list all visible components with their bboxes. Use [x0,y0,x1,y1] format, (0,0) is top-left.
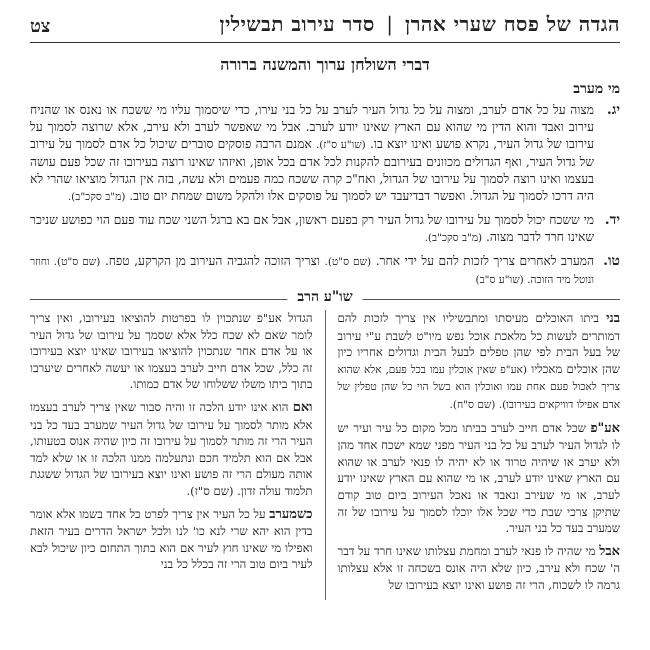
lead-word: כשמערב [269,506,313,522]
column-paragraph [30,399,313,500]
citation: (שם ס"ט). [324,256,372,268]
paragraph-text: אמנם הרבה פוסקים סוברים שיכול כל אדם לסמוך על עירוב של גדול העיר, ואף הגדולים מכוונים בעירובם להקנות לכל אדם בכל אופן, ואיזהו שאינו רוצה בעירובו זה שכל פעם עושה בעצמו ואינו רוצה לסמוך על עירובו של הגדול, ואח"כ קרה ששכח כמה פעמים ולא עשה, בזה אין הגדול מוציאו שהרי לא היה דרכו לסמוך על הגדול. ואפשר דבדיעבד יש לסמוך על פוסקים אלו ולהקל משום שמחת יום טוב. [30,137,594,203]
running-header [30,12,620,43]
two-column-text [30,310,620,600]
paragraph-text: מצוה על כל אדם לערב, ומצוה על כל גדול העיר לערב על כל בני עירו, כדי שיסמוך עליו מי ששכח או נאנס או שהניח עירוב ואבד והוא הדין מי שהוא עם הארץ שאינו יודע לערב. אבל מי שאפשר לערב ולא עירב, אלא שרוצה לסמוך על עירובו של גדול העיר, נקרא פושע ואינו יוצא בו. [30,103,595,151]
lead-word: ואם [292,399,313,415]
column-paragraph [338,543,621,594]
paragraph-number: יג. [606,102,620,118]
page-number: צט [30,16,51,37]
citation: (שו"ע ס"ז). [315,139,366,151]
paragraph-15 [30,253,620,289]
citation: (אע"פ שאין אוכלין עמו בכל פעם, אלא שהוא צריך לאכול פעם אחת עמו ואוכלין הוא בשל הוי כל שהן טפלין של אדם אפילו דוויקאים בעירובו). (שם ס"ח). [337,363,620,411]
paragraph-text: המערב לאחרים צריך לזכות להם על ידי אחר. [375,254,595,268]
left-column [30,310,326,600]
section-divider [30,289,620,305]
paragraph-number: יד. [604,212,620,228]
column-paragraph [338,310,621,414]
lead-word: בני [606,311,621,326]
right-column [326,310,621,600]
paragraph-14 [30,212,620,247]
section-heading: דברי השולחן ערוך והמשנה ברורה [220,55,430,74]
column-text: הגדול אע"פ שנתכוין לו בפרטות להוציאו בעירובו, ואין צריך לומר שאם לא שכח כלל אלא שסמך על עירובו של גדול העיר או על אדם אחר שנתכוין להוציאו בעירובו שאינו יוצא בעירובו זה כלל, שכל אדם חייב לערב בעצמו או יעשה לאחרים שיערבו בתוך ביתו משלו ששלוחו של אדם כמותו. [30,311,313,392]
column-text: על כל העיר אין צריך לפרט כל אחד בשמו אלא אומר בדין הוא יהא שרי לנא כו' לנו ולכל ישראל הדרים בעיר הזאת ואפילו מי שאינו חוץ לעיר אם הוא בתוך התחום כיון שיכול לבא לעיר ביום טוב הרי זה בכלל כל בני [30,506,313,572]
book-title: הגדה של פסח שערי אהרן [404,12,620,36]
citation: (מ"ב סקכ"ב). [67,191,126,203]
title-separator: | [386,12,394,36]
citation: (מ"ב סקכ"ב). [424,232,483,244]
paragraph-text: וצריך הזוכה להגביה העירוב מן הקרקע, טפח. [104,254,320,268]
paragraph-number: טו. [603,253,620,269]
column-paragraph [30,310,313,393]
column-paragraph [30,506,313,573]
column-text: מי שהיה לו פנאי לערב ומחמת עצלותו שאינו חרד על דבר ה' שכח ולא עירב, כיון שלא היה אונס בשכחה זו אלא עצלותו גרמה לו לשכוח, הרי זה פושע ואינו יוצא בעירובו של [337,543,620,592]
running-title [219,12,620,37]
column-text: הוא אינו יודע הלכה זו והיה סבור שאין צריך לערב בעצמו אלא מותר לסמוך על עירובו של גדול העיר שמערב בעד כל בני העיר הרי זה מותר לסמוך על עירובו זה כיון שהיה אנוס בטעותו, אבל אם הוא תלמיד חכם ונתעלמה ממנו הלכה זו או שלא למד אותה מעולם הרי זה פושע ואינו יוצא בעירובו של הגדול ששגגת תלמוד עולה זדון. (שם ס"ז). [30,399,313,498]
paragraph-body [30,212,594,247]
paragraph-body [30,253,594,289]
chapter-title: סדר עירוב תבשילין [219,12,375,36]
subsection-heading: מי מערב [573,81,620,97]
column-paragraph [338,420,621,537]
divider-label: שו"ע הרב [287,289,362,306]
paragraph-text: מי ששכח יכול לסמוך על עירובו של גדול העיר רק בפעם ראשון, אבל אם בא ברגל השני שכח עוד פעם הוי כפושע שניכר שאינו חרד לדבר מצוה. [30,213,594,244]
paragraph-body [30,102,594,206]
column-text: שכל אדם חייב לערב בביתו מכל מקום כל עיר ועיר יש לו לגדול העיר לערב על כל בני העיר מפני שמא ישכח אחד מהן ולא יערב או שיהיה טרוד או לא יהיה לו פנאי לערב או שהוא עם הארץ שאינו יודע לערב, או מי שהוא עם הארץ שאינו יודע לערב, או מי שעירב ונאבד או נאכל העירוב ביום טוב קודם שתיקן צרכי שבת כדי שכל אלו יוכלו לסמוך על עירובו של זה שמערב בעד כל בני העיר. [337,420,620,536]
citation: (שם ס"ט). וחוזר ונוטל מיד הזוכה. (שו"ע ס"ב) [30,256,594,286]
column-text: ביתו האוכלים מעיסתו ומתבשיליו אין צריך לזכות להם דמותרים לעשות כל מלאכת אוכל נפש מיו"ט לשבת ע"י עירוב של בעל הבית לפי שהן טפלים לבעל הבית וגדולים אחריו כיון שהן אוכלים מאכליו [337,311,621,376]
lead-word: אע"פ [590,420,620,436]
paragraph-13 [30,102,620,206]
lead-word: אבל [599,543,620,559]
